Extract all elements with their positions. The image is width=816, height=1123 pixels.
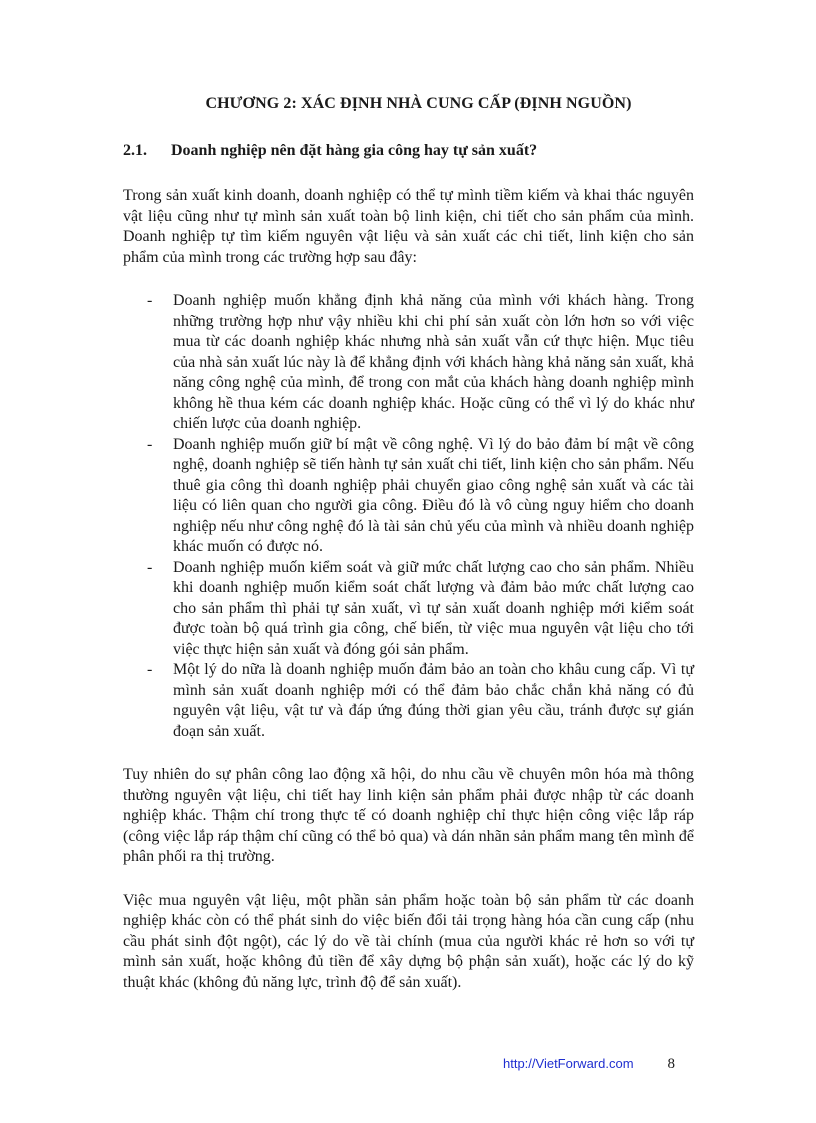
bullet-text: Doanh nghiệp muốn kiểm soát và giữ mức chất lượng cao cho sản phẩm. Nhiều khi doanh nghiệp muốn kiểm soát chất lượng và đảm bảo mức chất lượng cao cho sản phẩm thì phải tự sản xuất, vì tự sản xuất doanh nghiệp mới kiểm soát được toàn bộ quá trình gia công, chế biến, từ việc mua nguyên vật liệu cho tới việc thực hiện sản xuất và đóng gói sản phẩm.: [173, 558, 694, 658]
bullet-dash: -: [147, 661, 153, 678]
bullet-dash: -: [147, 292, 153, 309]
document-page: [123, 92, 694, 1016]
bullet-dash: -: [147, 558, 153, 576]
page-number: 8: [667, 1056, 676, 1072]
bullet-text: Một lý do nữa là doanh nghiệp muốn đảm bảo an toàn cho khâu cung cấp. Vì tự mình sản xuất doanh nghiệp mới có thể đảm bảo chắc chắn khả năng có đủ nguyên vật liệu, vật tư và đáp ứng đúng thời gian yêu cầu, tránh được sự gián đoạn sản xuất.: [173, 661, 694, 740]
chapter-title: CHƯƠNG 2: XÁC ĐỊNH NHÀ CUNG CẤP (ĐỊNH NGUỒN): [205, 95, 632, 112]
intro-paragraph: Trong sản xuất kinh doanh, doanh nghiệp có thể tự mình tiềm kiếm và khai thác nguyên vật liệu cũng như tự mình sản xuất toàn bộ linh kiện, chi tiết cho sản phẩm của mình. Doanh nghiệp tự tìm kiếm nguyên vật liệu và sản xuất các chi tiết, linh kiện cho sản phẩm của mình trong các trường hợp sau đây:: [123, 187, 694, 266]
page-footer: [503, 1056, 703, 1073]
section-heading: [123, 139, 694, 163]
bullet-item: [123, 558, 694, 661]
section-number: 2.1.: [123, 142, 147, 159]
footer-link[interactable]: http://VietForward.com: [503, 1056, 634, 1071]
section-title: Doanh nghiệp nên đặt hàng gia công hay tự sản xuất?: [171, 142, 538, 159]
bullet-text: Doanh nghiệp muốn giữ bí mật về công nghệ. Vì lý do bảo đảm bí mật về công nghệ, doanh nghiệp sẽ tiến hành tự sản xuất chi tiết, linh kiện cho sản phẩm. Nếu thuê gia công thì doanh nghiệp phải chuyển giao công nghệ sản xuất và các tài liệu có liên quan cho người gia công. Điều đó là vô cùng nguy hiểm cho doanh nghiệp nếu như công nghệ đó là tài sản chủ yếu của mình và nhiều doanh nghiệp khác muốn có được nó.: [173, 435, 694, 555]
bullet-item: [123, 291, 694, 435]
bullet-list: [123, 291, 694, 742]
bullet-dash: -: [147, 435, 153, 453]
bullet-item: [123, 435, 694, 558]
bullet-text: Doanh nghiệp muốn khẳng định khả năng của mình với khách hàng. Trong những trường hợp như vậy nhiều khi chi phí sản xuất còn lớn hơn so với việc mua từ các doanh nghiệp khác nhưng nhà sản xuất vẫn cứ thực hiện. Mục tiêu của nhà sản xuất lúc này là để khẳng định với khách hàng khả năng sản xuất, khả năng công nghệ của mình, để trong con mắt của khách hàng doanh nghiệp mình không hề thua kém các doanh nghiệp khác. Hoặc cũng có thể vì lý do khác như chiến lược của doanh nghiệp.: [173, 292, 694, 432]
body-paragraph: Tuy nhiên do sự phân công lao động xã hội, do nhu cầu về chuyên môn hóa mà thông thường nguyên vật liệu, chi tiết hay linh kiện sản phẩm phải được nhập từ các doanh nghiệp khác. Thậm chí trong thực tế có doanh nghiệp chỉ thực hiện công việc lắp ráp (công việc lắp ráp thậm chí cũng có thể bỏ qua) và dán nhãn sản phẩm mang tên mình để phân phối ra thị trường.: [123, 766, 694, 865]
body-paragraph: Việc mua nguyên vật liệu, một phần sản phẩm hoặc toàn bộ sản phẩm từ các doanh nghiệp khác còn có thể phát sinh do việc biến đổi tải trọng hàng hóa cần cung cấp (nhu cầu phát sinh đột ngột), các lý do về tài chính (mua của người khác rẻ hơn so với tự mình sản xuất, hoặc không đủ tiền để xây dựng bộ phận sản xuất), hoặc các lý do kỹ thuật khác (không đủ năng lực, trình độ để sản xuất).: [123, 891, 694, 991]
bullet-item: [123, 660, 694, 742]
